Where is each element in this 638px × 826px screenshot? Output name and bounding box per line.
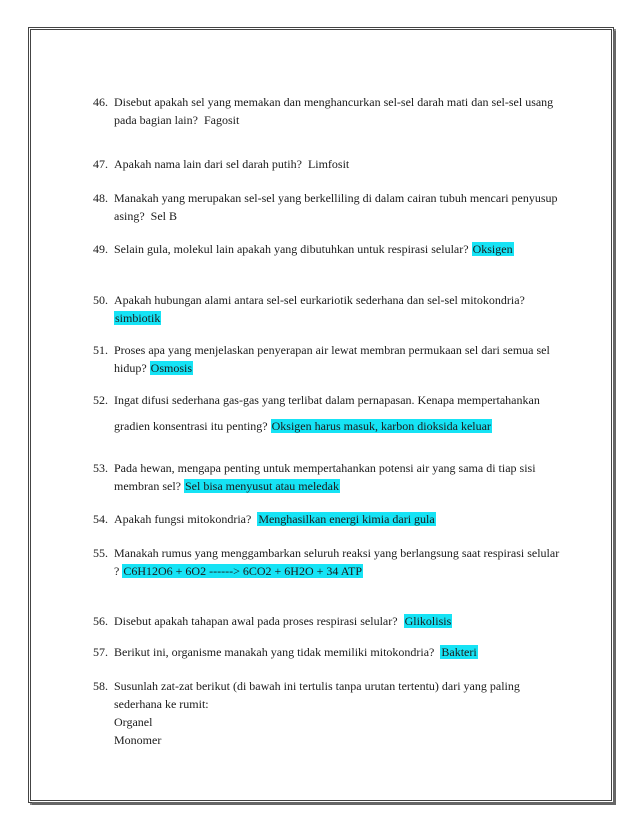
question-text: Apakah hubungan alami antara sel-sel eurkariotik sederhana dan sel-sel mitokondria? <box>114 293 525 307</box>
question-57 <box>93 643 563 661</box>
question-52 <box>93 387 563 439</box>
question-46 <box>93 93 563 129</box>
question-number: 50. <box>93 293 108 307</box>
question-number: 52. <box>93 393 108 407</box>
question-47 <box>93 155 563 173</box>
question-56 <box>93 612 563 630</box>
answer-highlight: Sel bisa menyusut atau meledak <box>184 479 339 493</box>
answer-highlight: Osmosis <box>150 361 193 375</box>
question-number: 47. <box>93 157 108 171</box>
answer: Fagosit <box>203 113 240 127</box>
question-text: Berikut ini, organisme manakah yang tidak memiliki mitokondria? <box>114 645 435 659</box>
question-number: 46. <box>93 95 108 109</box>
question-text: Proses apa yang menjelaskan penyerapan air lewat membran permukaan sel dari semua sel hidup? <box>114 343 550 375</box>
question-text: Apakah nama lain dari sel darah putih? <box>114 157 302 171</box>
question-text: Disebut apakah sel yang memakan dan menghancurkan sel-sel darah mati dan sel-sel usang pada bagian lain? <box>114 95 554 127</box>
question-58 <box>93 677 563 749</box>
list-item: Monomer <box>114 733 162 747</box>
answer-highlight: Menghasilkan energi kimia dari gula <box>258 512 435 526</box>
answer-highlight: simbiotik <box>115 311 161 325</box>
question-number: 51. <box>93 343 108 357</box>
question-48 <box>93 189 563 225</box>
answer-highlight: Bakteri <box>441 645 477 659</box>
question-text: Manakah rumus yang menggambarkan seluruh reaksi yang berlangsung saat respirasi selular ? <box>114 546 560 578</box>
question-number: 54. <box>93 512 108 526</box>
question-text: Apakah fungsi mitokondria? <box>114 512 252 526</box>
question-51 <box>93 341 563 377</box>
question-text: Ingat difusi sederhana gas-gas yang terlibat dalam pernapasan. Kenapa mempertahankan gradien konsentrasi itu penting? <box>114 393 540 433</box>
list-item: Organel <box>114 715 153 729</box>
answer: Sel B <box>150 209 177 223</box>
question-text: Selain gula, molekul lain apakah yang dibutuhkan untuk respirasi selular? <box>114 242 469 256</box>
question-text: Pada hewan, mengapa penting untuk mempertahankan potensi air yang sama di tiap sisi membran sel? <box>114 461 536 493</box>
question-50 <box>93 291 563 327</box>
question-number: 57. <box>93 645 108 659</box>
answer-highlight: Glikolisis <box>404 614 452 628</box>
question-49 <box>93 240 563 258</box>
question-54 <box>93 510 563 528</box>
question-text: Disebut apakah tahapan awal pada proses respirasi selular? <box>114 614 398 628</box>
question-number: 48. <box>93 191 108 205</box>
question-text: Susunlah zat-zat berikut (di bawah ini tertulis tanpa urutan tertentu) dari yang paling sederhana ke rumit: <box>114 679 520 711</box>
answer: Limfosit <box>307 157 350 171</box>
question-number: 55. <box>93 546 108 560</box>
question-number: 49. <box>93 242 108 256</box>
question-53 <box>93 459 563 495</box>
question-number: 58. <box>93 679 108 693</box>
question-number: 53. <box>93 461 108 475</box>
answer-highlight: Oksigen <box>472 242 513 256</box>
question-text: Manakah yang merupakan sel-sel yang berkelliling di dalam cairan tubuh mencari penyusup asing? <box>114 191 558 223</box>
answer-highlight: Oksigen harus masuk, karbon dioksida keluar <box>271 419 491 433</box>
answer-highlight: C6H12O6 + 6O2 ------> 6CO2 + 6H2O + 34 ATP <box>123 564 363 578</box>
question-55 <box>93 544 563 580</box>
question-number: 56. <box>93 614 108 628</box>
